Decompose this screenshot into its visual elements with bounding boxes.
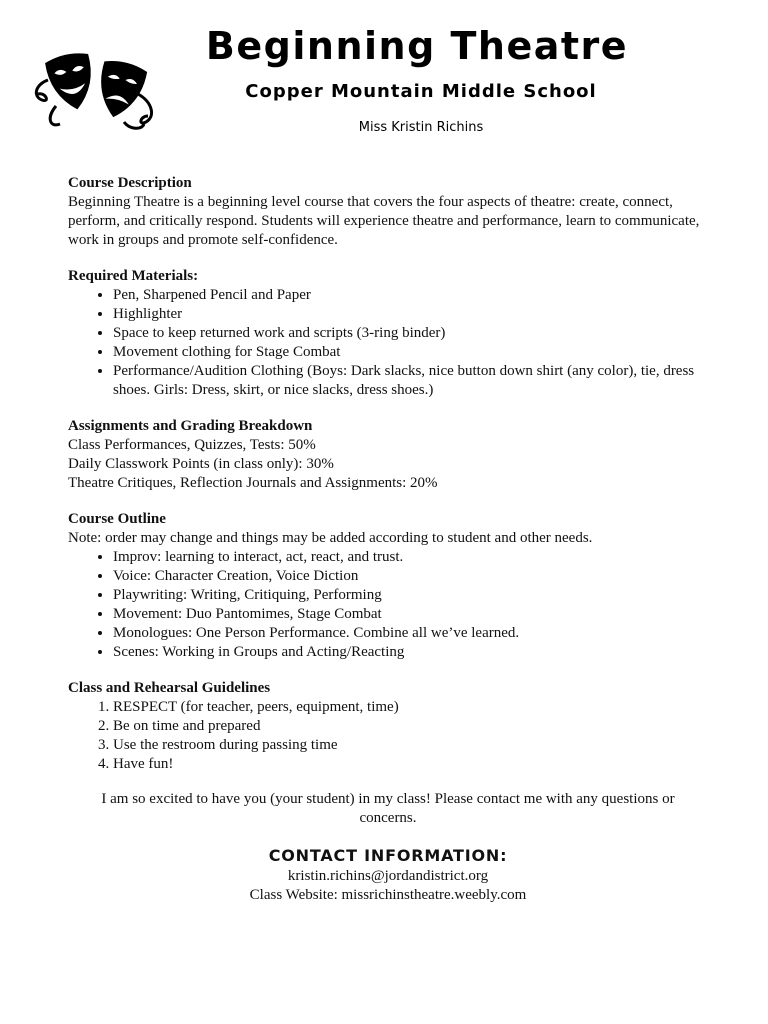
course-description-text: Beginning Theatre is a beginning level course that covers the four aspects of theatre: create, connect, perform, and critically respond. Students will experience theatre and performance, learn to communicate, work in groups and promote self-confidence.	[68, 194, 700, 248]
course-outline-note: Note: order may change and things may be added according to student and other needs.	[68, 530, 593, 546]
guidelines-section	[68, 679, 708, 774]
list-item: • Pen, Sharpened Pencil and Paper	[113, 286, 708, 305]
list-item: • Scenes: Working in Groups and Acting/Reacting	[113, 643, 708, 662]
list-item: 1. RESPECT (for teacher, peers, equipment, time)	[113, 698, 708, 717]
list-item: • Space to keep returned work and scripts (3-ring binder)	[113, 324, 708, 343]
required-materials-section	[68, 267, 708, 400]
list-item: 2. Be on time and prepared	[113, 717, 708, 736]
grading-line: Daily Classwork Points (in class only): 30%	[68, 456, 334, 472]
grading-heading: Assignments and Grading Breakdown	[68, 418, 313, 434]
list-item: • Playwriting: Writing, Critiquing, Performing	[113, 586, 708, 605]
page-title: Beginning Theatre	[205, 24, 629, 68]
grading-section	[68, 417, 708, 493]
school-name: Copper Mountain Middle School	[245, 81, 597, 102]
guidelines-heading: Class and Rehearsal Guidelines	[68, 680, 271, 696]
materials-list	[68, 286, 708, 400]
guidelines-list	[68, 698, 708, 774]
list-item: • Highlighter	[113, 305, 708, 324]
outline-list	[68, 548, 708, 662]
list-item: • Voice: Character Creation, Voice Diction	[113, 567, 708, 586]
teacher-name: Miss Kristin Richins	[358, 120, 484, 135]
contact-heading: CONTACT INFORMATION:	[268, 846, 508, 865]
required-materials-heading: Required Materials:	[68, 268, 199, 284]
list-item: • Movement clothing for Stage Combat	[113, 343, 708, 362]
course-outline-heading: Course Outline	[68, 511, 166, 527]
contact-email: kristin.richins@jordandistrict.org	[287, 868, 489, 884]
closing-message: I am so excited to have you (your student) in my class! Please contact me with any questions or concerns.	[101, 791, 675, 826]
grading-line: Class Performances, Quizzes, Tests: 50%	[68, 437, 316, 453]
syllabus-body	[68, 174, 708, 905]
list-item: • Improv: learning to interact, act, react, and trust.	[113, 548, 708, 567]
list-item: 4. Have fun!	[113, 755, 708, 774]
course-description-heading: Course Description	[68, 175, 192, 191]
list-item: • Performance/Audition Clothing (Boys: Dark slacks, nice button down shirt (any color), tie, dress shoes. Girls: Dress, skirt, or nice slacks, dress shoes.)	[113, 362, 708, 400]
course-description-section	[68, 174, 708, 250]
course-outline-section	[68, 510, 708, 662]
contact-website: Class Website: missrichinstheatre.weebly.com	[249, 887, 527, 903]
list-item: • Monologues: One Person Performance. Combine all we’ve learned.	[113, 624, 708, 643]
list-item: 3. Use the restroom during passing time	[113, 736, 708, 755]
grading-line: Theatre Critiques, Reflection Journals and Assignments: 20%	[68, 475, 438, 491]
list-item: • Movement: Duo Pantomimes, Stage Combat	[113, 605, 708, 624]
